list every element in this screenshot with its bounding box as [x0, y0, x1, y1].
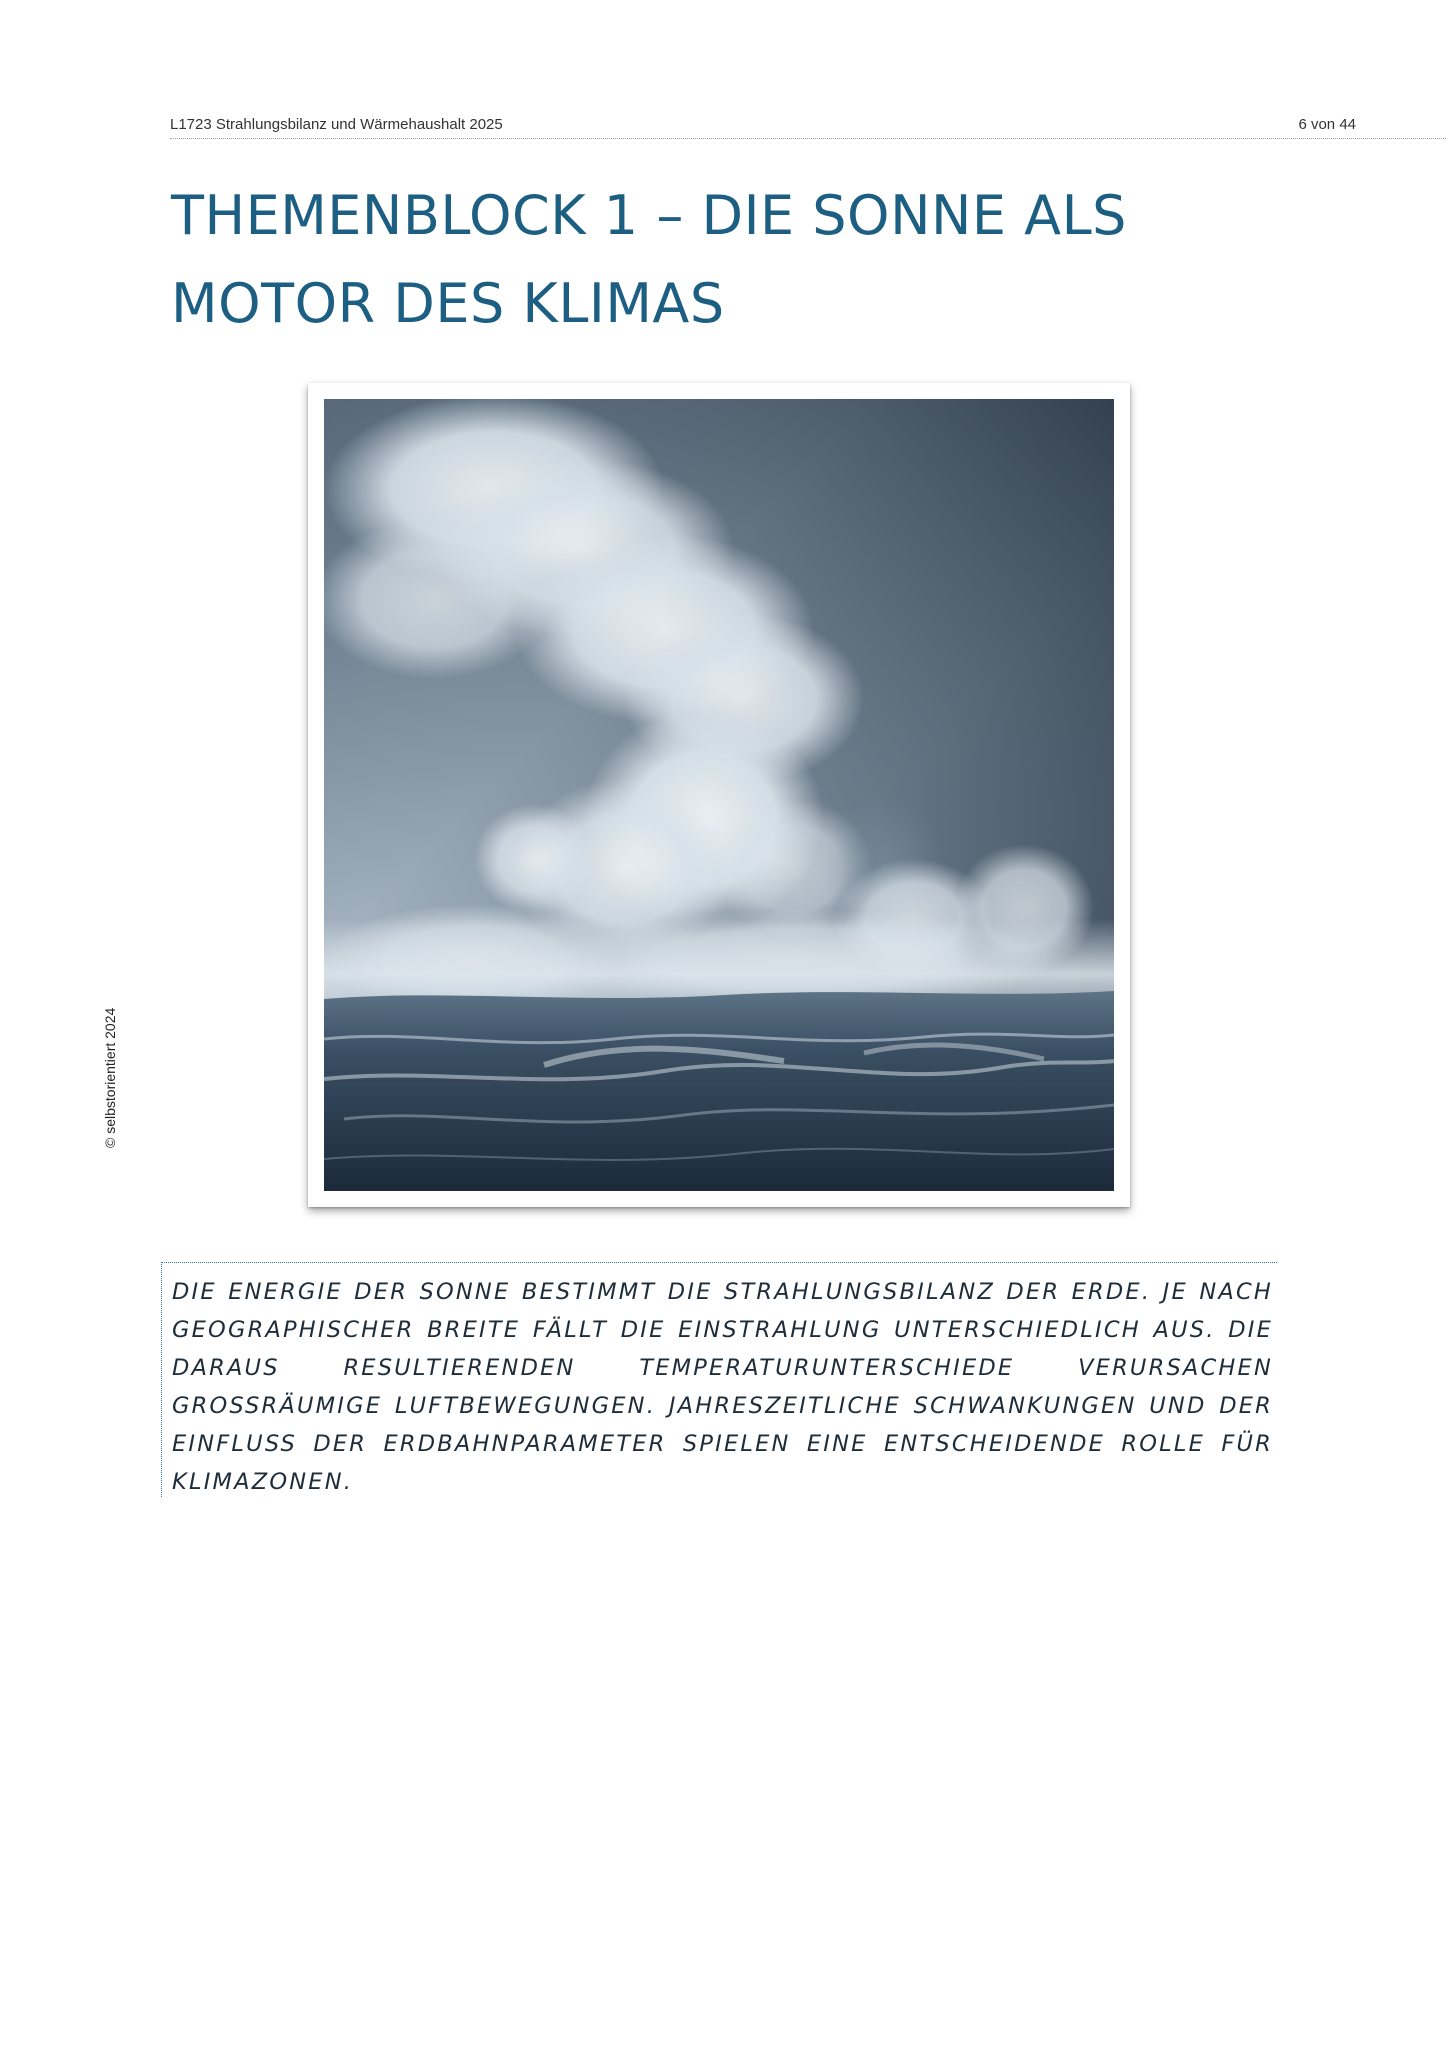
intro-box: [161, 1262, 1277, 1497]
page-header: [170, 114, 1446, 139]
intro-text: DIE ENERGIE DER SONNE BESTIMMT DIE STRAHLUNGSBILANZ DER ERDE. JE NACH GEOGRAPHISCHER BREITE FÄLLT DIE EINSTRAHLUNG UNTERSCHIEDLICH AUS. DIE DARAUS RESULTIERENDEN TEMPERATURUNTERSCHIEDE VERURSACHEN GROSSRÄUMIGE LUFTBEWEGUNGEN. JAHRESZEITLICHE SCHWANKUNGEN UND DER EINFLUSS DER ERDBAHNPARAMETER SPIELEN EINE ENTSCHEIDENDE ROLLE FÜR KLIMAZONEN.: [172, 1279, 1273, 1495]
header-page-number: 6 von 44: [1298, 116, 1356, 133]
page-title: THEMENBLOCK 1 – DIE SONNE ALS MOTOR DES KLIMAS: [171, 184, 1127, 335]
photo-frame: [308, 383, 1130, 1207]
stormy-sea-illustration: [324, 399, 1114, 1191]
stormy-sea-clouds-image: [324, 399, 1114, 1191]
header-document-title: L1723 Strahlungsbilanz und Wärmehaushalt 2025: [170, 116, 503, 133]
side-copyright: © selbstorientiert 2024: [102, 1007, 118, 1148]
